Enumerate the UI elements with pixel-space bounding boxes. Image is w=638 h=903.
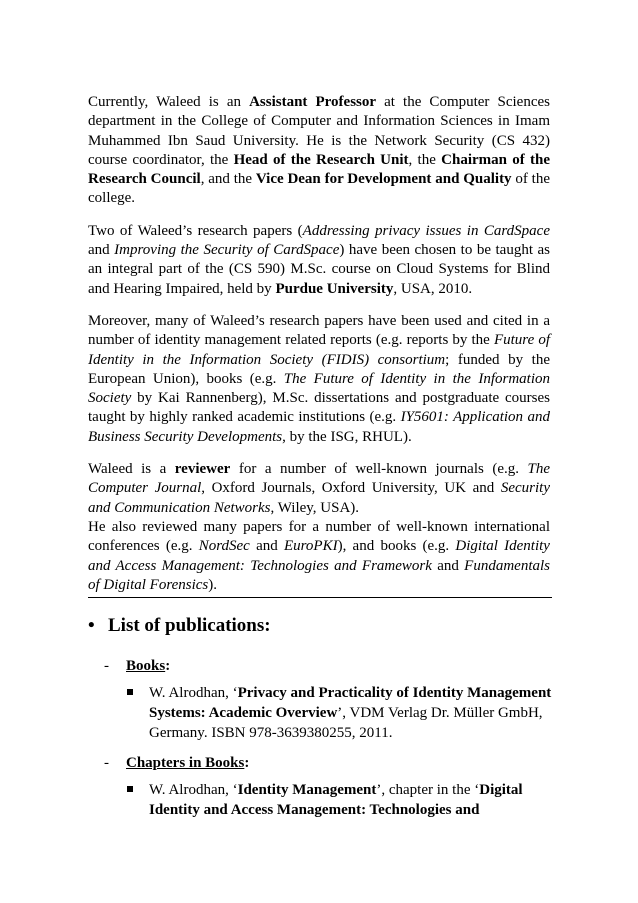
chapter-citation: W. Alrodhan, ‘Identity Management’, chapter in the ‘Digital Identity and Access Management: Technologies and <box>149 782 523 818</box>
paragraph-reviewer-journals: Waleed is a reviewer for a number of well-known journals (e.g. The Computer Journal, Oxford Journals, Oxford University, UK and Security and Communication Networks, Wiley, USA). <box>88 461 550 516</box>
books-subheading: - Books: <box>104 658 171 674</box>
horizontal-divider <box>88 597 552 598</box>
paragraph-reviewer-conferences: He also reviewed many papers for a number of well-known international conferences (e.g. NordSec and EuroPKI), and books (e.g. Digital Identity and Access Management: Technologies and Framework and Fundamentals of Digital Forensics). <box>88 518 550 593</box>
paragraph-current-position: Currently, Waleed is an Assistant Professor at the Computer Sciences department in the College of Computer and Information Sciences in Imam Muhammed Ibn Saud University. He is the Network Security (CS 432) course coordinator, the Head of the Research Unit, the Chairman of the Research Council, and the Vice Dean for Development and Quality of the college. <box>88 94 551 207</box>
list-item-chapter <box>127 780 559 820</box>
square-bullet-icon <box>127 786 133 792</box>
chapters-subheading: - Chapters in Books: <box>104 755 250 771</box>
book-citation: W. Alrodhan, ‘Privacy and Practicality of Identity Management Systems: Academic Overview’, VDM Verlag Dr. Müller GmbH, Germany. ISBN 978-3639380255, 2011. <box>149 685 552 741</box>
list-item-book <box>127 683 559 743</box>
dash-icon: - <box>104 658 109 674</box>
publications-heading: • List of publications: <box>88 615 271 636</box>
square-bullet-icon <box>127 689 133 695</box>
dash-icon: - <box>104 755 109 771</box>
paragraph-citations: Moreover, many of Waleed’s research papers have been used and cited in a number of identity management related reports (e.g. reports by the Future of Identity in the Information Society (FIDIS) consortium; funded by the European Union), books (e.g. The Future of Identity in the Information Society by Kai Rannenberg), M.Sc. dissertations and postgraduate courses taught by highly ranked academic institutions (e.g. IY5601: Application and Business Security Developments, by the ISG, RHUL). <box>88 312 550 445</box>
paragraph-research-papers-taught: Two of Waleed’s research papers (Addressing privacy issues in CardSpace and Improving the Security of CardSpace) have been chosen to be taught as an integral part of the (CS 590) M.Sc. course on Cloud Systems for Blind and Hearing Impaired, held by Purdue University, USA, 2010. <box>88 222 550 297</box>
bullet-icon: • <box>88 615 95 636</box>
bio-section <box>88 93 550 608</box>
